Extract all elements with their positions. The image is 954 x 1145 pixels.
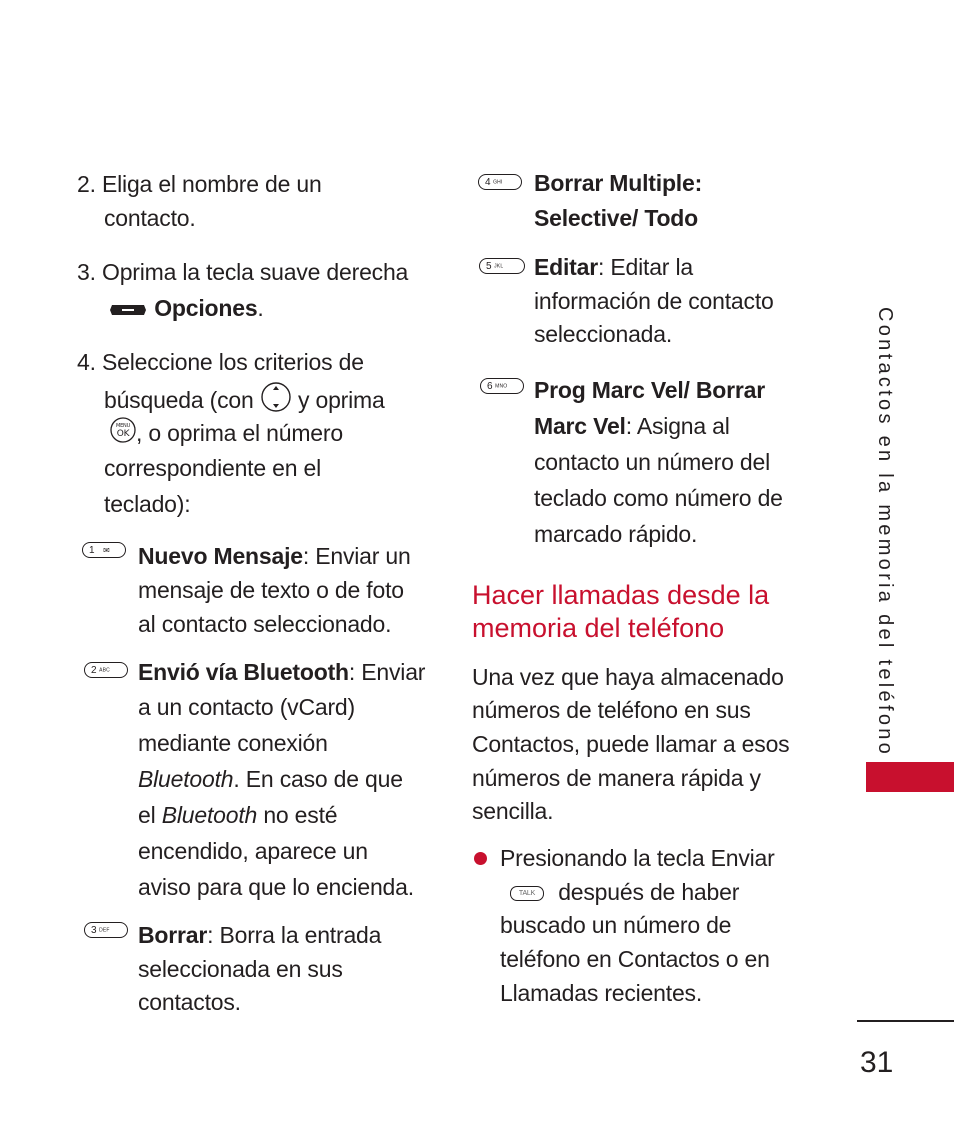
section-heading: memoria del teléfono [472, 613, 725, 643]
paragraph-line: números de teléfono en sus [472, 697, 751, 723]
bullet-icon [474, 852, 487, 865]
option-5 [534, 250, 693, 285]
option-label: Borrar Multiple: [534, 170, 703, 196]
paragraph-line: Una vez que haya almacenado [472, 664, 784, 690]
option-text: seleccionada. [534, 321, 673, 347]
section-heading: Hacer llamadas desde la [472, 580, 770, 610]
key-1-icon [82, 542, 126, 558]
step-4-line [110, 416, 343, 453]
option-1 [138, 539, 411, 574]
key-number: 3 [91, 925, 97, 936]
step-3-option [108, 291, 264, 327]
option-text: el [138, 802, 156, 828]
option-text: información de contacto [534, 288, 774, 314]
option-text: seleccionada en sus [138, 956, 343, 982]
key-letters: GHI [493, 179, 503, 186]
option-2 [138, 655, 425, 690]
step-number: 2. [77, 171, 96, 197]
step-text: , o oprima el número [136, 420, 343, 446]
step-2 [77, 167, 322, 202]
key-3-icon [84, 922, 128, 938]
bullet-text: buscado un número de [500, 912, 732, 938]
menu-ok-key-icon [110, 417, 136, 453]
talk-key-icon [510, 886, 544, 901]
bullet-text: Llamadas recientes. [500, 980, 703, 1006]
option-text [138, 798, 337, 833]
option-text: al contacto seleccionado. [138, 611, 392, 637]
svg-text:OK: OK [116, 428, 130, 439]
option-text: : Asigna al [625, 413, 730, 439]
options-label: Opciones [154, 295, 258, 321]
option-text: : Enviar [348, 659, 426, 685]
bullet-text: Presionando la tecla Enviar [500, 845, 775, 871]
key-4-icon [478, 174, 522, 190]
step-3 [77, 255, 408, 290]
option-6 [534, 409, 730, 444]
option-text: : Enviar un [302, 543, 411, 569]
italic-text: Bluetooth [138, 766, 234, 792]
option-text: mensaje de texto o de foto [138, 577, 404, 603]
paragraph-line: sencilla. [472, 798, 554, 824]
chapter-tab [866, 762, 954, 792]
right-soft-key-icon [108, 292, 148, 327]
option-label: Envió vía Bluetooth [138, 659, 349, 685]
option-label: Nuevo Mensaje [138, 543, 303, 569]
option-text: contacto un número del [534, 449, 770, 475]
key-number: 5 [486, 261, 492, 272]
step-text: Seleccione los criterios de [102, 349, 364, 375]
period: . [257, 295, 264, 321]
option-label: Editar [534, 254, 598, 280]
option-text: : Editar la [597, 254, 693, 280]
option-text: marcado rápido. [534, 521, 698, 547]
page-number: 31 [860, 1046, 894, 1079]
option-text: no esté [263, 802, 338, 828]
option-text: contactos. [138, 989, 241, 1015]
paragraph-line: Contactos, puede llamar a esos [472, 731, 790, 757]
bullet-text: teléfono en Contactos o en [500, 946, 770, 972]
svg-text:MENU: MENU [115, 422, 131, 429]
footer-rule [857, 1020, 954, 1022]
option-text: . En caso de que [233, 766, 403, 792]
step-text: teclado): [104, 491, 191, 517]
key-5-icon [479, 258, 525, 274]
option-text: encendido, aparece un [138, 838, 368, 864]
key-letters: JKL [494, 263, 504, 270]
key-number: 6 [487, 381, 493, 392]
step-text: contacto. [104, 205, 196, 231]
option-text: teclado como número de [534, 485, 783, 511]
option-3 [138, 918, 381, 953]
option-text: aviso para que lo encienda. [138, 874, 414, 900]
option-text: mediante conexión [138, 730, 328, 756]
step-number: 3. [77, 259, 96, 285]
key-letters: ABC [99, 667, 110, 674]
step-text: y oprima [297, 387, 385, 414]
step-text: correspondiente en el [104, 455, 322, 481]
option-text: : Borra la entrada [207, 922, 382, 948]
chapter-sidebar-label: Contactos en la memoria del teléfono [874, 307, 896, 758]
step-number: 4. [77, 349, 96, 375]
step-text: Oprima la tecla suave derecha [102, 259, 409, 285]
key-number: 2 [91, 665, 97, 676]
paragraph-line: números de manera rápida y [472, 765, 761, 791]
italic-text: Bluetooth [161, 802, 258, 828]
key-number: 4 [485, 177, 491, 188]
option-label: Borrar [138, 922, 208, 948]
option-label: Selective/ Todo [534, 205, 699, 231]
key-letters: MNO [495, 383, 508, 390]
bullet-line [510, 875, 739, 910]
step-4 [77, 345, 364, 380]
option-text [138, 762, 403, 797]
option-label: Prog Marc Vel/ Borrar [534, 377, 765, 403]
key-letters: DEF [99, 927, 110, 934]
step-text: búsqueda (con [104, 387, 254, 414]
key-2-icon [84, 662, 128, 678]
option-text: a un contacto (vCard) [138, 694, 355, 720]
talk-key-label: TALK [518, 890, 536, 898]
step-text: Eliga el nombre de un [102, 171, 322, 197]
bullet-text: después de haber [558, 879, 740, 905]
envelope-icon: ✉ [103, 546, 110, 555]
key-number: 1 [89, 545, 95, 556]
key-6-icon [480, 378, 524, 394]
option-label: Marc Vel [534, 413, 626, 439]
